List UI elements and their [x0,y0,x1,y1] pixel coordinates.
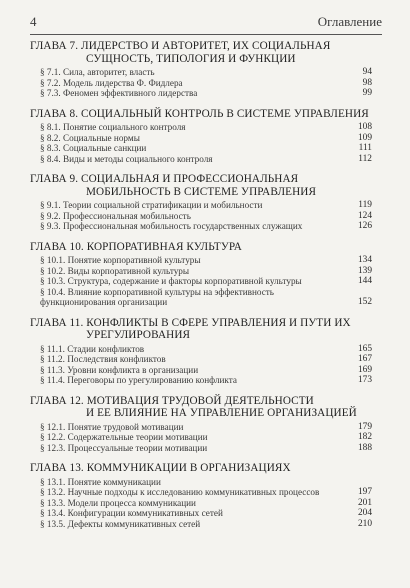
section-entry [40,498,372,509]
section-page-number: 109 [357,132,372,143]
section-title: § 9.3. Профессиональная мобильность государственных служащих [40,221,303,231]
chapter-gap [30,308,372,317]
section-title: § 10.2. Виды корпоративной культуры [40,265,190,276]
section-page-number: 210 [357,518,372,529]
section-page-number: 98 [362,77,372,88]
section-entry [40,67,372,78]
section-title: § 9.1. Теории социальной стратификации и мобильности [40,200,263,210]
section-page-number: 182 [357,432,372,442]
section-title: § 12.3. Процессуальные теории мотивации [40,442,208,453]
section-page-number: 111 [358,143,372,153]
section-title: § 11.4. Переговоры по урегулированию конфликта [40,375,237,385]
chapter-entry [30,395,372,454]
section-entry [40,344,372,355]
chapter-title-line: И ЕЕ ВЛИЯНИЕ НА УПРАВЛЕНИЕ ОРГАНИЗАЦИЕЙ [86,407,357,419]
section-entry [40,432,372,443]
section-title: § 10.3. Структура, содержание и факторы корпоративной культуры [40,276,302,286]
section-entry [40,133,372,144]
chapter-title-line: СУЩНОСТЬ, ТИПОЛОГИЯ И ФУНКЦИИ [86,52,296,65]
section-page-number: 126 [357,221,372,231]
chapter-title-line: ГЛАВА 12. МОТИВАЦИЯ ТРУДОВОЙ ДЕЯТЕЛЬНОСТИ [30,394,314,407]
section-page-number: 152 [357,297,372,307]
chapter-title-line: МОБИЛЬНОСТЬ В СИСТЕМЕ УПРАВЛЕНИЯ [86,185,317,198]
section-list [30,67,372,99]
chapter-entry [30,40,372,99]
page-header [30,14,382,32]
chapter-title-line: ГЛАВА 11. КОНФЛИКТЫ В СФЕРЕ УПРАВЛЕНИЯ И ПУТИ ИХ [30,316,351,329]
section-entry [40,422,372,433]
chapter-gap [30,453,372,462]
section-title: § 10.4. Влияние корпоративной культуры на эффективность функционирования организации [40,286,274,307]
running-title: Оглавление [317,14,382,29]
section-entry [40,154,372,165]
section-page-number: 134 [357,255,372,265]
section-entry [40,477,372,488]
section-list [30,122,372,164]
chapter-title-line: ГЛАВА 9. СОЦИАЛЬНАЯ И ПРОФЕССИОНАЛЬНАЯ [30,173,299,185]
chapter-entry [30,241,372,308]
section-entry [40,443,372,454]
section-page-number: 204 [357,508,372,518]
section-page-number: 119 [358,200,372,210]
section-entry [40,255,372,266]
section-list [30,477,372,530]
section-entry [40,122,372,133]
section-title: § 13.3. Модели процесса коммуникации [40,497,196,508]
section-page-number: 201 [357,497,372,508]
section-entry [40,508,372,519]
section-page-number: 124 [357,210,372,221]
section-page-number: 139 [357,265,372,276]
section-entry [40,88,372,99]
chapter-title-line: ГЛАВА 13. КОММУНИКАЦИИ В ОРГАНИЗАЦИЯХ [30,462,291,474]
section-page-number: 99 [362,88,372,98]
chapter-gap [30,164,372,173]
section-title: § 13.5. Дефекты коммуникативных сетей [40,518,201,529]
section-entry [40,519,372,530]
section-entry [40,211,372,222]
section-entry [40,221,372,232]
section-list [30,255,372,308]
section-title: § 11.3. Уровни конфликта в организации [40,364,199,375]
section-title: § 8.4. Виды и методы социального контроля [40,153,213,164]
section-page-number: 94 [362,67,372,77]
header-rule [30,34,382,35]
section-entry [40,276,372,287]
section-page-number: 197 [357,487,372,497]
chapter-gap [30,232,372,241]
table-of-contents [30,40,372,529]
section-list [30,200,372,232]
section-entry [40,78,372,89]
chapter-entry [30,462,372,529]
section-page-number: 144 [357,276,372,286]
chapter-title-line: ГЛАВА 8. СОЦИАЛЬНЫЙ КОНТРОЛЬ В СИСТЕМЕ УПРАВЛЕНИЯ [30,107,369,120]
chapter-gap [30,386,372,395]
section-title: § 7.1. Сила, авторитет, власть [40,67,155,77]
chapter-title-line: ГЛАВА 10. КОРПОРАТИВНАЯ КУЛЬТУРА [30,240,242,253]
section-page-number: 179 [357,421,372,432]
section-title: § 8.1. Понятие социального контроля [40,122,186,132]
section-entry [40,200,372,211]
section-title: § 8.3. Социальные санкции [40,143,147,153]
section-title: § 9.2. Профессиональная мобильность [40,210,191,221]
chapter-title [30,395,372,420]
section-page-number: 112 [358,153,372,164]
chapter-title [30,173,372,198]
chapter-title-line: ГЛАВА 7. ЛИДЕРСТВО И АВТОРИТЕТ, ИХ СОЦИАЛЬНАЯ [30,40,331,52]
section-entry [40,375,372,386]
section-title: § 7.3. Феномен эффективного лидерства [40,88,198,98]
chapter-gap [30,99,372,108]
section-title: § 7.2. Модель лидерства Ф. Фидлера [40,77,183,88]
chapter-title [30,40,372,65]
chapter-entry [30,317,372,386]
section-title: § 10.1. Понятие корпоративной культуры [40,255,201,265]
section-page-number: 108 [357,122,372,132]
section-title: § 12.1. Понятие трудовой мотивации [40,421,184,432]
section-title: § 12.2. Содержательные теории мотивации [40,432,208,442]
page-number: 4 [30,14,37,29]
section-title: § 8.2. Социальные нормы [40,132,140,143]
chapter-entry [30,108,372,165]
section-title: § 13.4. Конфигурации коммуникативных сетей [40,508,223,518]
section-entry [40,487,372,498]
section-title: § 11.2. Последствия конфликтов [40,354,166,364]
chapter-title [30,462,372,475]
section-title: § 13.1. Понятие коммуникации [40,476,161,487]
chapter-title [30,317,372,342]
chapter-entry [30,173,372,232]
section-page-number: 173 [357,375,372,385]
section-title: § 13.2. Научные подходы к исследованию коммуникативных процессов [40,487,320,497]
section-entry [40,287,372,308]
chapter-title-line: УРЕГУЛИРОВАНИЯ [86,329,191,341]
chapter-title [30,241,372,254]
section-entry [40,354,372,365]
section-page-number: 169 [357,364,372,375]
chapter-title [30,108,372,121]
section-entry [40,143,372,154]
section-entry [40,266,372,277]
section-page-number: 167 [357,354,372,364]
section-page-number: 165 [357,343,372,354]
section-entry [40,365,372,376]
section-list [30,422,372,454]
section-page-number: 188 [357,442,372,453]
section-title: § 11.1. Стадии конфликтов [40,343,145,354]
section-list [30,344,372,386]
